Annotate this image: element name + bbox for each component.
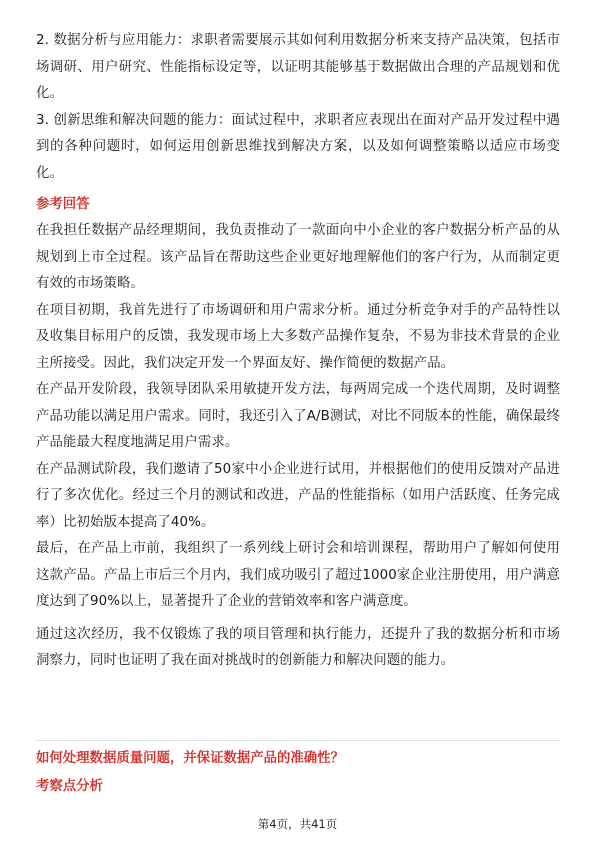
answer-paragraph: 通过这次经历，我不仅锻炼了我的项目管理和执行能力，还提升了我的数据分析和市场洞察力，同时也证明了我在面对挑战时的创新能力和解决问题的能力。 (36, 626, 560, 668)
point-3: 3. 创新思维和解决问题的能力：面试过程中，求职者应表现出在面对产品开发过程中遇到的各种问题时，如何运用创新思维找到解决方案，以及如何调整策略以适应市场变化。 (36, 112, 560, 181)
section-divider (36, 740, 560, 741)
answer-heading: 参考回答 (36, 197, 90, 212)
page-content (36, 28, 560, 675)
page-footer: 第4页，共41页 (257, 817, 338, 831)
answer-paragraph: 在我担任数据产品经理期间，我负责推动了一款面向中小企业的客户数据分析产品的从规划到上市全过程。该产品旨在帮助这些企业更好地理解他们的客户行为，从而制定更有效的市场策略。 (36, 223, 560, 291)
question-heading: 如何处理数据质量问题，并保证数据产品的准确性？ (36, 751, 344, 766)
answer-paragraph: 最后，在产品上市前，我组织了一系列线上研讨会和培训课程，帮助用户了解如何使用这款产品。产品上市后三个月内，我们成功吸引了超过1000家企业注册使用，用户满意度达到了90%以上，显著提升了企业的营销效率和客户满意度。 (36, 541, 560, 609)
answer-paragraph: 在产品测试阶段，我们邀请了50家中小企业进行试用，并根据他们的使用反馈对产品进行了多次优化。经过三个月的测试和改进，产品的性能指标（如用户活跃度、任务完成率）比初始版本提高了40%。 (36, 461, 560, 530)
answer-paragraph: 在产品开发阶段，我领导团队采用敏捷开发方法，每两周完成一个迭代周期，及时调整产品功能以满足用户需求。同时，我还引入了A/B测试，对比不同版本的性能，确保最终产品能最大程度地满足用户需求。 (36, 382, 560, 450)
answer-paragraph: 在项目初期，我首先进行了市场调研和用户需求分析。通过分析竞争对手的产品特性以及收集目标用户的反馈，我发现市场上大多数产品操作复杂，不易为非技术背景的企业主所接受。因此，我们决定开发一个界面友好、操作简便的数据产品。 (36, 302, 560, 371)
analysis-heading: 考察点分析 (36, 779, 103, 794)
point-2: 2. 数据分析与应用能力：求职者需要展示其如何利用数据分析来支持产品决策，包括市场调研、用户研究、性能指标设定等，以证明其能够基于数据做出合理的产品规划和优化。 (36, 33, 560, 101)
